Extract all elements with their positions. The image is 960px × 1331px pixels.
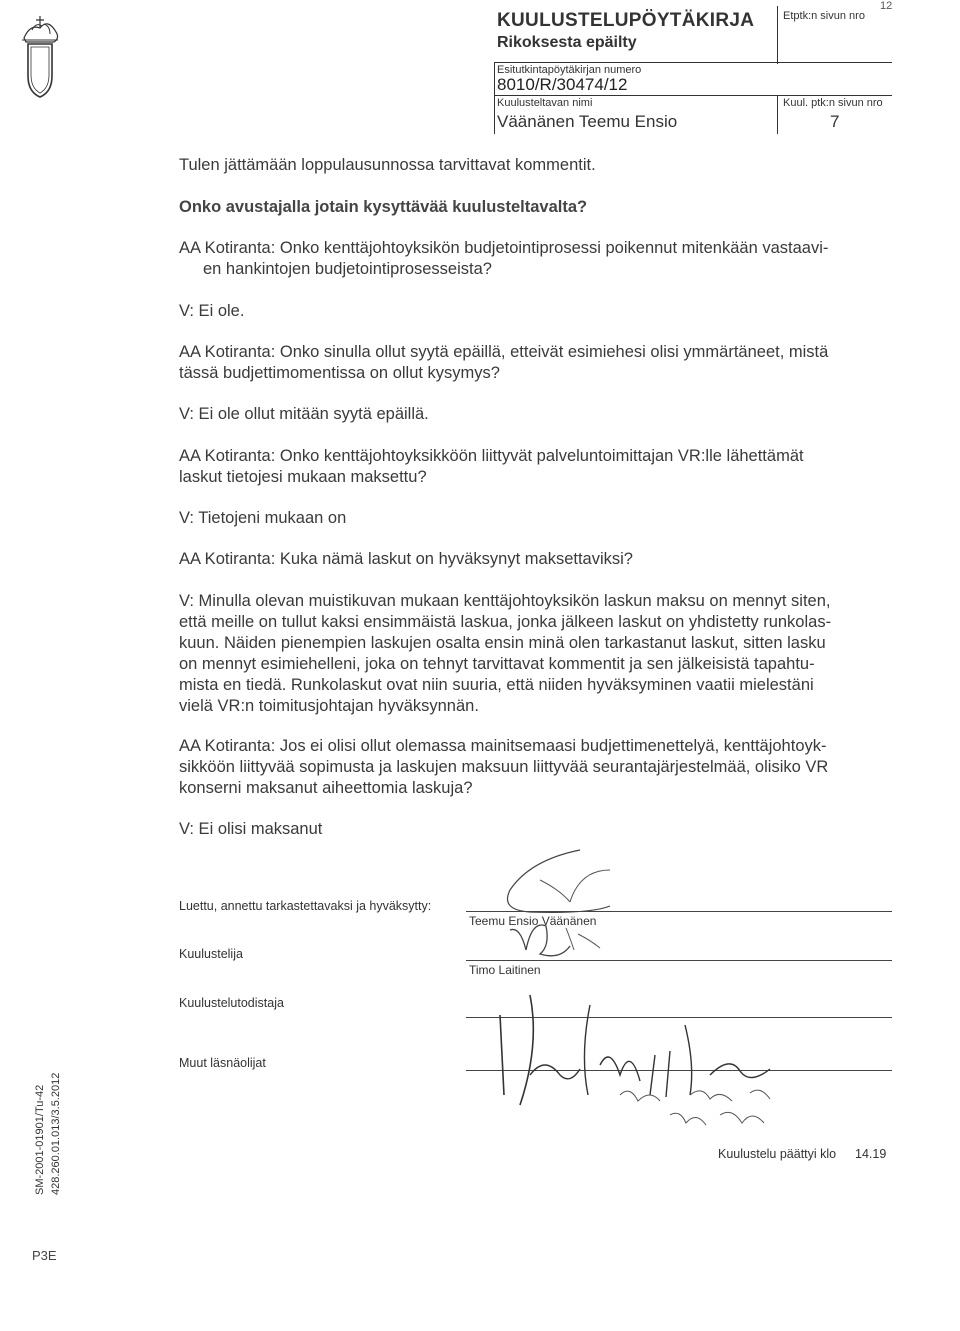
statement-paragraph: Tulen jättämään loppulausunnossa tarvittavat kommentit.	[179, 156, 596, 174]
question-paragraph: AA Kotiranta: Kuka nämä laskut on hyväksynyt maksettaviksi?	[179, 550, 633, 568]
police-crest-logo	[18, 14, 62, 98]
answer-paragraph: V: Ei ole ollut mitään syytä epäillä.	[179, 405, 429, 423]
question-paragraph: AA Kotiranta: Onko kenttäjohtoyksikön budjetointiprosessi poikennut mitenkään vastaavi- en hankintojen budjetointiprosesseista?	[179, 239, 829, 278]
form-reference-code: SM-2001-01901/Tu-42 428.260.01.013/3.5.2012	[34, 1072, 62, 1195]
header-divider-2	[777, 95, 778, 134]
interrogator-label: Kuulustelija	[179, 947, 243, 961]
handwritten-signature	[470, 985, 800, 1135]
witness-label: Kuulustelutodistaja	[179, 996, 284, 1010]
read-approved-label: Luettu, annettu tarkastettavaksi ja hyväksytty:	[179, 899, 432, 913]
interview-page-label: Kuul. ptk:n sivun nro	[783, 97, 883, 109]
corner-page-mark: 12	[880, 0, 893, 12]
form-code: P3E	[32, 1248, 57, 1263]
person-name-label: Kuulusteltavan nimi	[497, 97, 593, 109]
handwritten-signature	[470, 830, 710, 980]
answer-paragraph: V: Tietojeni mukaan on	[179, 509, 347, 527]
interview-end-label: Kuulustelu päättyi klo	[718, 1147, 837, 1161]
header-divider	[777, 6, 778, 64]
others-present-label: Muut läsnäolijat	[179, 1056, 266, 1070]
question-paragraph: AA Kotiranta: Jos ei olisi ollut olemassa mainitsemaasi budjettimenettelyä, kenttäjohtoyk- sikköön liittyvää sopimusta ja laskujen maksuun liittyvää seurantajärjestelmää, olisiko VR konserni maksanut aiheettomia laskuja?	[179, 737, 829, 797]
answer-paragraph: V: Ei olisi maksanut	[179, 820, 323, 838]
question-paragraph: AA Kotiranta: Onko kenttäjohtoyksikköön liittyvät palveluntoimittajan VR:lle lähettämät laskut tietojesi mukaan maksettu?	[179, 447, 804, 486]
suspect-printed-name: Teemu Ensio Väänänen	[469, 914, 597, 928]
document-title: KUULUSTELUPÖYTÄKIRJA	[497, 10, 755, 31]
interview-end-time: 14.19	[855, 1147, 887, 1161]
case-number-label: Esitutkintapöytäkirjan numero	[497, 64, 642, 76]
header-rule	[494, 62, 892, 63]
header-left-border	[494, 62, 495, 134]
answer-paragraph: V: Minulla olevan muistikuvan mukaan kenttäjohtoyksikön laskun maksu on mennyt siten, että meille on tullut kaksi ensimmäistä laskua, jonka jälkeen laskut on yhdistetty runkolas- kuun. Näiden pienempien laskujen osalta ensin minä olen tarkastanut laskut, sitten lasku on mennyt esimiehelleni, joka on tehnyt tarvittavat kommentit ja sen jälkeisistä tapahtu- mista en tiedä. Runkolaskut ovat niin suuria, että niiden hyväksyminen vaatii mielestäni vielä VR:n toimitusjohtajan hyväksynnän.	[179, 592, 832, 715]
header-rule-2	[494, 95, 892, 96]
page-number-label: Etptk:n sivun nro	[783, 10, 865, 22]
case-number: 8010/R/30474/12	[497, 75, 628, 94]
question-paragraph: AA Kotiranta: Onko sinulla ollut syytä epäillä, etteivät esimiehesi olisi ymmärtäneet, mistä tässä budjettimomentissa on ollut kysymys?	[179, 343, 829, 382]
interrogator-printed-name: Timo Laitinen	[469, 963, 541, 977]
person-name: Väänänen Teemu Ensio	[497, 112, 678, 131]
interview-page-number: 7	[830, 112, 840, 131]
question-heading: Onko avustajalla jotain kysyttävää kuulusteltavalta?	[179, 198, 588, 216]
answer-paragraph: V: Ei ole.	[179, 302, 245, 320]
document-subtitle: Rikoksesta epäilty	[497, 34, 637, 51]
